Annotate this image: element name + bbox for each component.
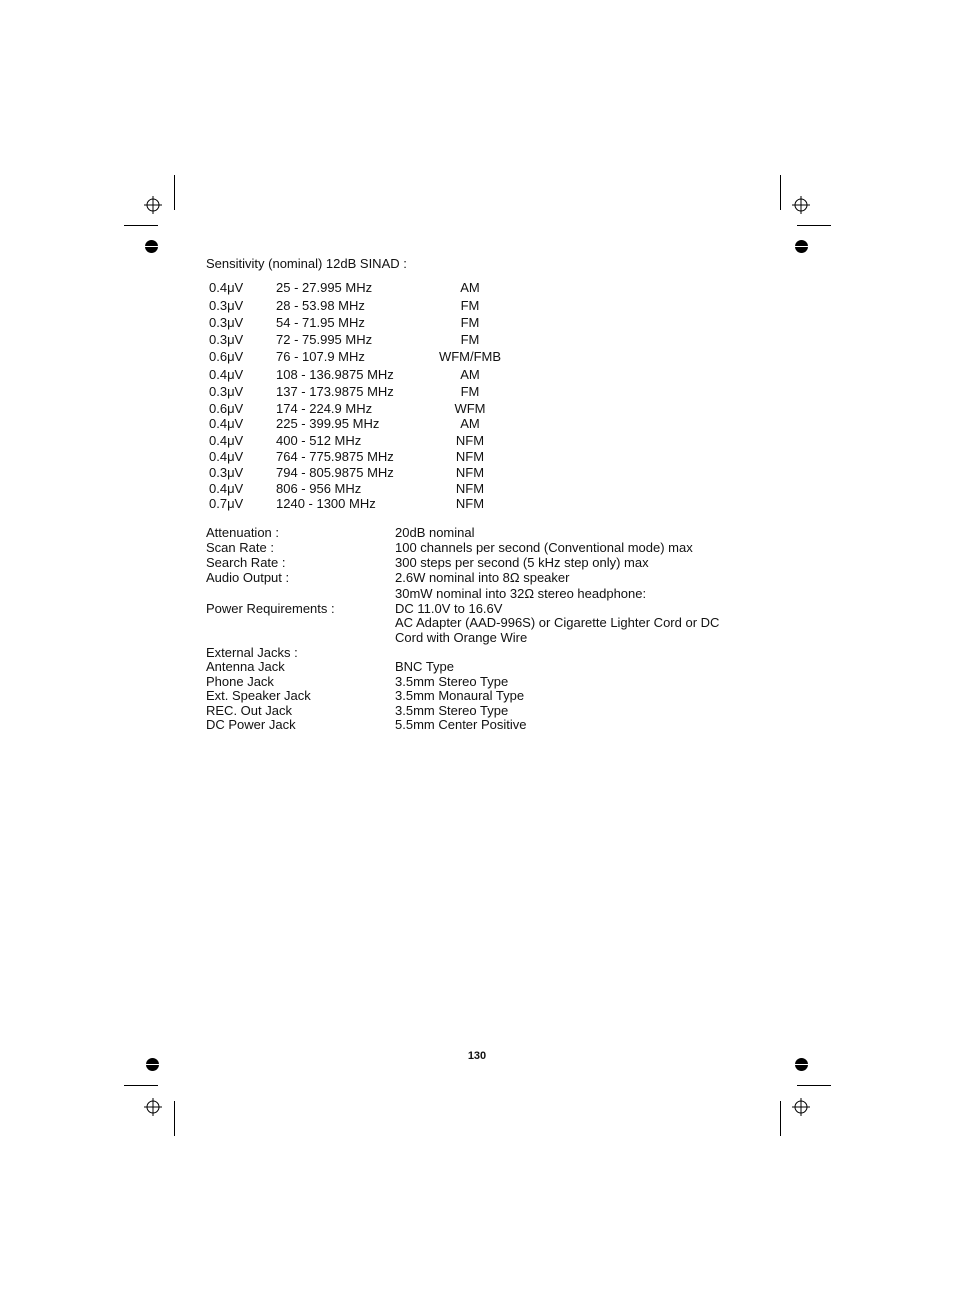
spec-value: 3.5mm Stereo Type [395, 674, 509, 689]
registration-dot-icon [795, 240, 808, 253]
modulation-mode: AM [460, 416, 480, 431]
sensitivity-level: 0.7μV [209, 496, 244, 511]
frequency-range: 54 - 71.95 MHz [276, 315, 365, 330]
modulation-mode: WFM/FMB [438, 349, 502, 364]
registration-mark-icon [792, 1098, 810, 1116]
spec-value: 3.5mm Stereo Type [395, 703, 509, 718]
frequency-range: 794 - 805.9875 MHz [276, 465, 394, 480]
crop-mark-line [797, 225, 831, 226]
spec-label: Attenuation : [206, 525, 279, 540]
crop-mark-line [780, 175, 781, 210]
frequency-range: 806 - 956 MHz [276, 481, 362, 496]
spec-value: 3.5mm Monaural Type [395, 688, 525, 703]
frequency-range: 72 - 75.995 MHz [276, 332, 373, 347]
modulation-mode: AM [460, 367, 480, 382]
crop-mark-line [780, 1101, 781, 1136]
sensitivity-level: 0.3μV [209, 315, 244, 330]
spec-label: DC Power Jack [206, 717, 296, 732]
spec-value: 5.5mm Center Positive [395, 717, 527, 732]
spec-value: Cord with Orange Wire [395, 630, 528, 645]
modulation-mode: WFM [454, 401, 486, 416]
frequency-range: 137 - 173.9875 MHz [276, 384, 394, 399]
crop-mark-line [124, 1085, 158, 1086]
registration-mark-icon [144, 1098, 162, 1116]
spec-value: BNC Type [395, 659, 455, 674]
sensitivity-level: 0.6μV [209, 349, 244, 364]
spec-label: Antenna Jack [206, 659, 285, 674]
frequency-range: 174 - 224.9 MHz [276, 401, 373, 416]
spec-label: Search Rate : [206, 555, 286, 570]
sensitivity-level: 0.3μV [209, 298, 244, 313]
frequency-range: 28 - 53.98 MHz [276, 298, 365, 313]
spec-value: 100 channels per second (Conventional mode) max [395, 540, 693, 555]
spec-value: 300 steps per second (5 kHz step only) max [395, 555, 649, 570]
modulation-mode: NFM [455, 449, 485, 464]
modulation-mode: NFM [455, 433, 485, 448]
modulation-mode: AM [460, 280, 480, 295]
registration-mark-icon [792, 196, 810, 214]
sensitivity-level: 0.4μV [209, 449, 244, 464]
frequency-range: 108 - 136.9875 MHz [276, 367, 394, 382]
modulation-mode: FM [460, 315, 480, 330]
crop-mark-line [797, 1085, 831, 1086]
modulation-mode: FM [460, 332, 480, 347]
modulation-mode: FM [460, 298, 480, 313]
modulation-mode: NFM [455, 481, 485, 496]
frequency-range: 400 - 512 MHz [276, 433, 362, 448]
sensitivity-level: 0.4μV [209, 280, 244, 295]
spec-label: Ext. Speaker Jack [206, 688, 311, 703]
sensitivity-heading: Sensitivity (nominal) 12dB SINAD : [206, 256, 407, 271]
modulation-mode: NFM [455, 496, 485, 511]
sensitivity-level: 0.4μV [209, 433, 244, 448]
sensitivity-level: 0.4μV [209, 481, 244, 496]
spec-label: REC. Out Jack [206, 703, 292, 718]
crop-mark-line [174, 175, 175, 210]
sensitivity-level: 0.4μV [209, 367, 244, 382]
sensitivity-level: 0.3μV [209, 384, 244, 399]
frequency-range: 1240 - 1300 MHz [276, 496, 376, 511]
sensitivity-level: 0.4μV [209, 416, 244, 431]
spec-value: 20dB nominal [395, 525, 475, 540]
spec-label: Scan Rate : [206, 540, 274, 555]
spec-value: 2.6W nominal into 8Ω speaker [395, 570, 570, 585]
frequency-range: 76 - 107.9 MHz [276, 349, 365, 364]
page-number: 130 [467, 1050, 487, 1062]
crop-mark-line [174, 1101, 175, 1136]
spec-label: Audio Output : [206, 570, 290, 585]
spec-value: DC 11.0V to 16.6V [395, 601, 503, 616]
frequency-range: 764 - 775.9875 MHz [276, 449, 394, 464]
spec-label: Phone Jack [206, 674, 274, 689]
frequency-range: 225 - 399.95 MHz [276, 416, 380, 431]
frequency-range: 25 - 27.995 MHz [276, 280, 373, 295]
sensitivity-level: 0.3μV [209, 465, 244, 480]
spec-label: External Jacks : [206, 645, 298, 660]
spec-value: 30mW nominal into 32Ω stereo headphone: [395, 586, 647, 601]
crop-mark-line [124, 225, 158, 226]
spec-label: Power Requirements : [206, 601, 335, 616]
modulation-mode: NFM [455, 465, 485, 480]
spec-value: AC Adapter (AAD-996S) or Cigarette Lighter Cord or DC [395, 615, 720, 630]
modulation-mode: FM [460, 384, 480, 399]
registration-dot-icon [145, 240, 158, 253]
sensitivity-level: 0.6μV [209, 401, 244, 416]
sensitivity-level: 0.3μV [209, 332, 244, 347]
registration-mark-icon [144, 196, 162, 214]
